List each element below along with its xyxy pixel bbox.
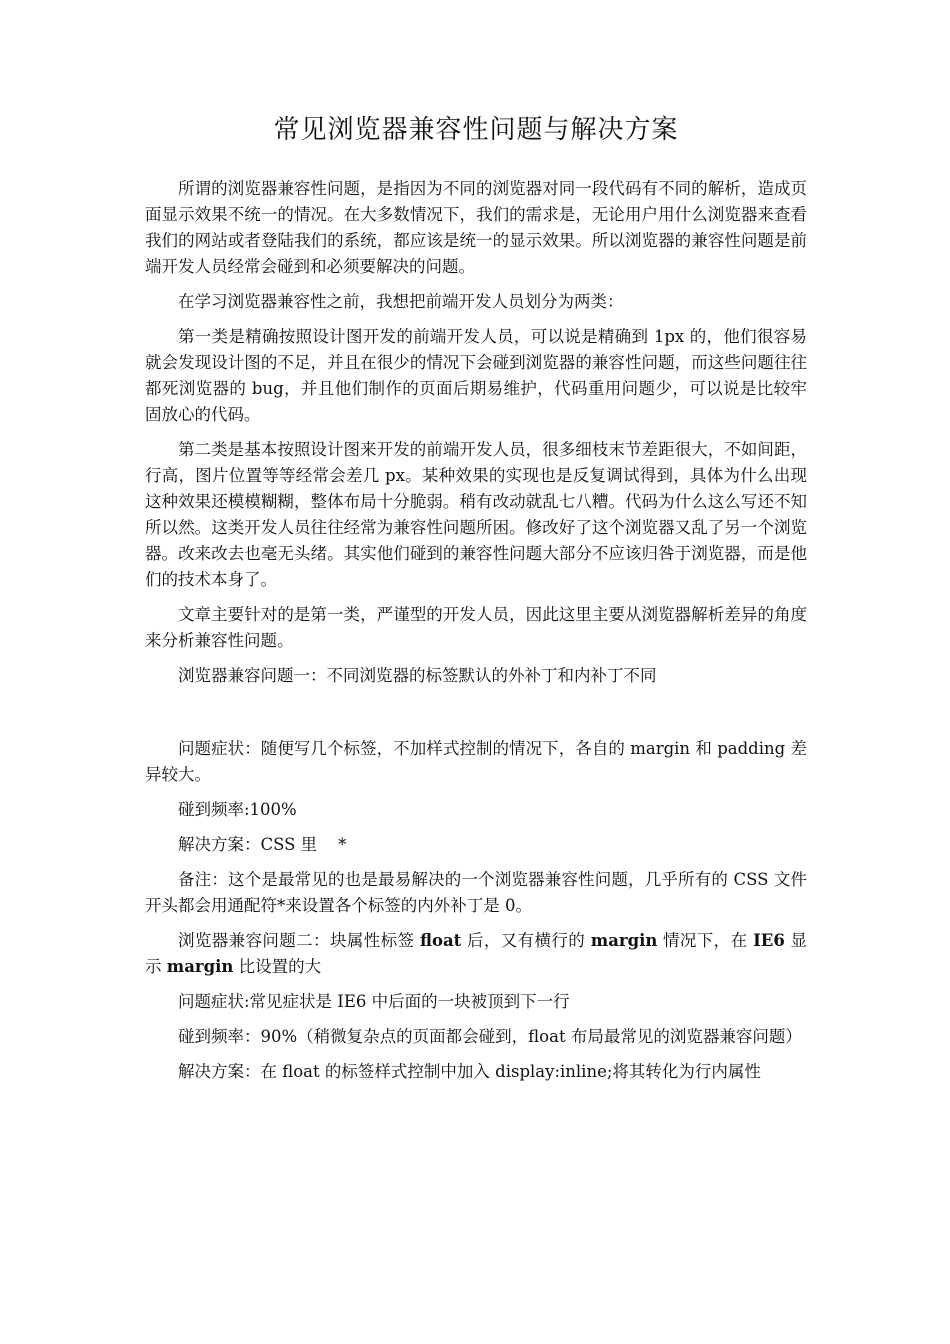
issue2-heading-part: 浏览器兼容问题二：块属性标签 <box>178 931 420 950</box>
issue1-symptom: 问题症状：随便写几个标签，不加样式控制的情况下，各自的 margin 和 padding 差异较大。 <box>145 739 807 784</box>
issue2-heading-part: 比设置的大 <box>233 957 322 976</box>
issue2-heading-part: 情况下，在 <box>657 931 754 950</box>
issue2-symptom: 问题症状:常见症状是 IE6 中后面的一块被顶到下一行 <box>178 992 570 1011</box>
keyword-margin: margin <box>590 931 658 950</box>
paragraph-two-types: 在学习浏览器兼容性之前，我想把前端开发人员划分为两类： <box>178 292 624 311</box>
keyword-float: float <box>419 931 462 950</box>
paragraph-type-one: 第一类是精确按照设计图开发的前端开发人员，可以说是精确到 1px 的，他们很容易就会发现设计图的不足，并且在很少的情况下会碰到浏览器的兼容性问题，而这些问题往往都死浏览器的 bug，并且他们制作的页面后期易维护，代码重用问题少，可以说是比较牢固放心的代码。 <box>145 327 807 424</box>
issue2-frequency: 碰到频率：90%（稍微复杂点的页面都会碰到，float 布局最常见的浏览器兼容问题） <box>178 1027 802 1046</box>
paragraph-definition: 所谓的浏览器兼容性问题，是指因为不同的浏览器对同一段代码有不同的解析，造成页面显示效果不统一的情况。在大多数情况下，我们的需求是，无论用户用什么浏览器来查看我们的网站或者登陆我们的系统，都应该是统一的显示效果。所以浏览器的兼容性问题是前端开发人员经常会碰到和必须要解决的问题。 <box>145 179 807 276</box>
issue2-solution: 解决方案：在 float 的标签样式控制中加入 display:inline;将其转化为行内属性 <box>178 1062 761 1081</box>
issue1-frequency: 碰到频率:100% <box>178 800 297 819</box>
document-page <box>145 112 807 1094</box>
issue2-heading <box>145 928 807 980</box>
keyword-ie6: IE6 <box>753 931 785 950</box>
document-title: 常见浏览器兼容性问题与解决方案 <box>273 115 679 145</box>
paragraph-type-two: 第二类是基本按照设计图来开发的前端开发人员，很多细枝末节差距很大，不如间距，行高，图片位置等等经常会差几 px。某种效果的实现也是反复调试得到，具体为什么出现这种效果还模模糊糊，整体布局十分脆弱。稍有改动就乱七八糟。代码为什么这么写还不知所以然。这类开发人员往往经常为兼容性问题所困。修改好了这个浏览器又乱了另一个浏览器。改来改去也毫无头绪。其实他们碰到的兼容性问题大部分不应该归咎于浏览器，而是他们的技术本身了。 <box>145 440 807 589</box>
blank-space <box>145 698 807 736</box>
issue1-heading: 浏览器兼容问题一：不同浏览器的标签默认的外补丁和内补丁不同 <box>178 666 657 685</box>
issue2-heading-part: 后，又有横行的 <box>461 931 591 950</box>
issue1-note: 备注：这个是最常见的也是最易解决的一个浏览器兼容性问题，几乎所有的 CSS 文件开头都会用通配符*来设置各个标签的内外补丁是 0。 <box>145 870 807 915</box>
paragraph-focus: 文章主要针对的是第一类，严谨型的开发人员，因此这里主要从浏览器解析差异的角度来分析兼容性问题。 <box>145 605 807 650</box>
issue2-heading-part: 显示 <box>145 931 807 976</box>
issue1-solution: 解决方案：CSS 里 * <box>178 835 347 854</box>
keyword-margin: margin <box>166 957 234 976</box>
